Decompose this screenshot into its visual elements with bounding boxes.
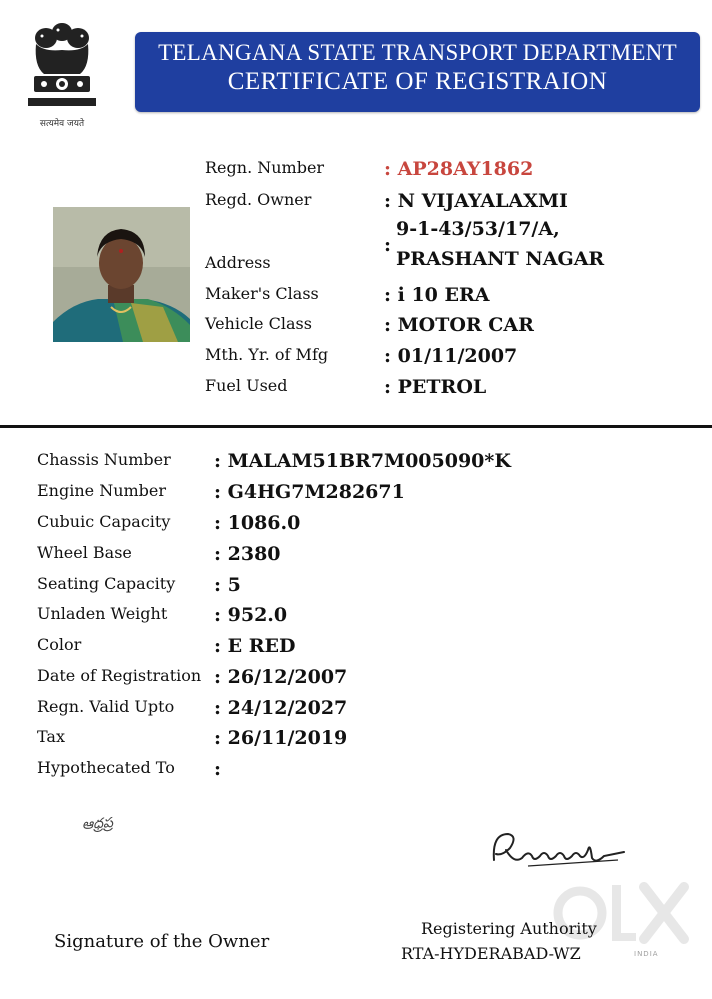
field-value: : E RED <box>214 635 296 657</box>
field-value: : 952.0 <box>214 604 288 626</box>
emblem-motto: सत्यमेव जयते <box>39 119 85 129</box>
field-value: : <box>214 758 222 780</box>
authority-office: RTA-HYDERABAD-WZ <box>401 944 581 963</box>
small-stamp-text: ఆధ్రప్ర <box>81 814 114 834</box>
field-label: Vehicle Class <box>205 314 312 333</box>
field-label: Regd. Owner <box>205 190 312 209</box>
field-value: : 24/12/2027 <box>214 697 348 719</box>
field-value: : 26/12/2007 <box>214 666 348 688</box>
field-label: Color <box>37 635 82 654</box>
field-label: Date of Registration <box>37 666 202 685</box>
field-value: : 01/11/2007 <box>384 345 518 367</box>
field-value: : i 10 ERA <box>384 284 490 306</box>
header-banner <box>135 32 700 112</box>
field-label: Address <box>205 253 271 272</box>
field-value: : N VIJAYALAXMI <box>384 190 568 212</box>
field-label: Wheel Base <box>37 543 132 562</box>
field-value: : PETROL <box>384 376 487 398</box>
field-label: Chassis Number <box>37 450 171 469</box>
field-label: Fuel Used <box>205 376 288 395</box>
field-label: Regn. Valid Upto <box>37 697 175 716</box>
olx-watermark-sub: INDIA <box>634 950 659 958</box>
field-label: Hypothecated To <box>37 758 175 777</box>
national-emblem-icon <box>22 14 102 134</box>
field-value: : G4HG7M282671 <box>214 481 405 503</box>
field-value: : 2380 <box>214 543 281 565</box>
address-line-1: 9-1-43/53/17/A, <box>396 218 560 240</box>
address-line-2: PRASHANT NAGAR <box>396 248 605 270</box>
field-label: Cubuic Capacity <box>37 512 171 531</box>
section-divider <box>0 425 712 428</box>
field-label: Engine Number <box>37 481 167 500</box>
field-value: : 5 <box>214 574 241 596</box>
field-label: Maker's Class <box>205 284 319 303</box>
field-label: Regn. Number <box>205 158 325 177</box>
field-value: : MOTOR CAR <box>384 314 534 336</box>
field-value: : 1086.0 <box>214 512 301 534</box>
authority-title: Registering Authority <box>421 919 597 938</box>
address-colon: : <box>384 234 392 256</box>
field-label: Seating Capacity <box>37 574 176 593</box>
field-label: Tax <box>37 727 65 746</box>
regn-number-value: : AP28AY1862 <box>384 158 534 180</box>
field-label: Unladen Weight <box>37 604 168 623</box>
field-value: : MALAM51BR7M005090*K <box>214 450 511 472</box>
owner-signature-label: Signature of the Owner <box>54 931 270 952</box>
field-label: Mth. Yr. of Mfg <box>205 345 329 364</box>
field-value: : 26/11/2019 <box>214 727 348 749</box>
department-title: TELANGANA STATE TRANSPORT DEPARTMENT <box>158 40 677 65</box>
certificate-title: CERTIFICATE OF REGISTRAION <box>227 68 608 95</box>
owner-photo <box>53 207 190 342</box>
